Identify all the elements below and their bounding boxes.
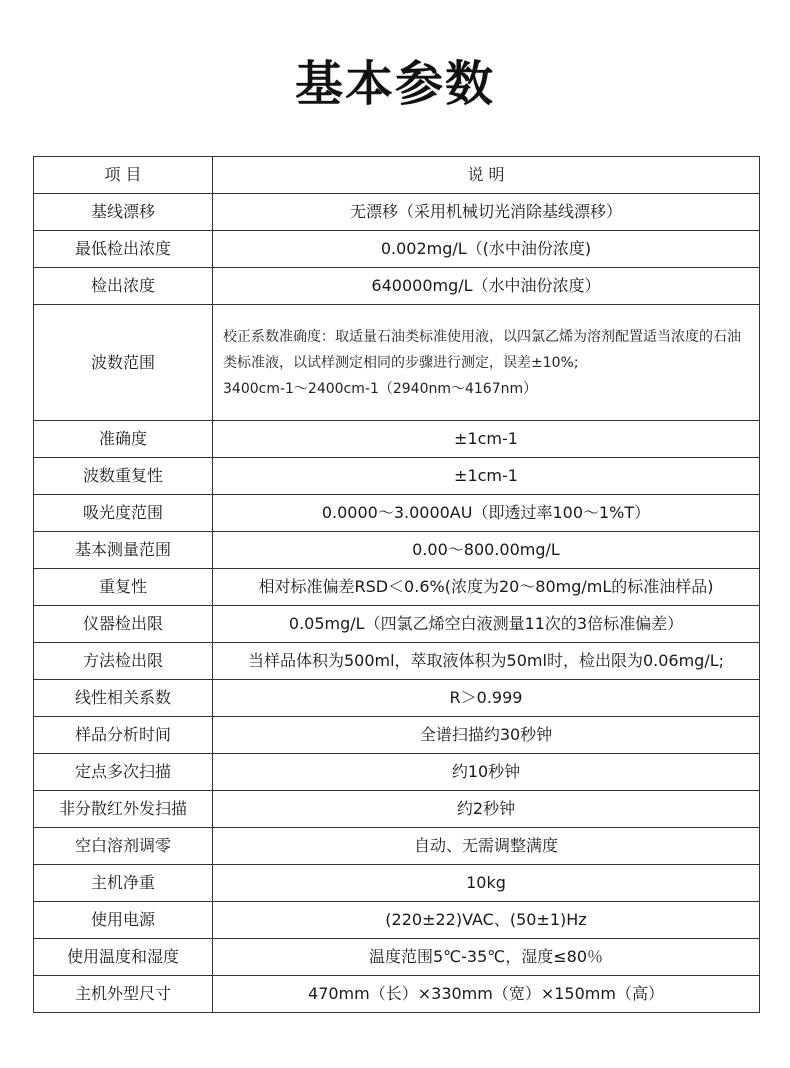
row-desc: (220±22)VAC、(50±1)Hz <box>213 902 760 939</box>
row-item: 主机净重 <box>34 865 213 902</box>
page-title: 基本参数 <box>294 56 495 112</box>
table-row <box>34 458 760 495</box>
table-row <box>34 532 760 569</box>
table-header-row <box>34 157 760 194</box>
table-row <box>34 754 760 791</box>
row-item: 波数范围 <box>34 305 213 421</box>
table-row <box>34 495 760 532</box>
table-row <box>34 939 760 976</box>
row-desc: 校正系数准确度：取适量石油类标准使用液，以四氯乙烯为溶剂配置适当浓度的石油类标准液，以试样测定相同的步骤进行测定，误差±10%; 3400cm-1～2400cm-1（2940nm～4167nm） <box>213 305 760 421</box>
column-header-item: 项 目 <box>34 157 213 194</box>
table-row <box>34 569 760 606</box>
row-item: 非分散红外发扫描 <box>34 791 213 828</box>
row-desc: 0.00～800.00mg/L <box>213 532 760 569</box>
table-row <box>34 231 760 268</box>
row-item: 样品分析时间 <box>34 717 213 754</box>
row-desc: R＞0.999 <box>213 680 760 717</box>
spec-table <box>33 156 760 1013</box>
row-item: 方法检出限 <box>34 643 213 680</box>
row-desc: 温度范围5℃-35℃，湿度≤80％ <box>213 939 760 976</box>
row-item: 仪器检出限 <box>34 606 213 643</box>
row-item: 重复性 <box>34 569 213 606</box>
row-item: 基本测量范围 <box>34 532 213 569</box>
table-row <box>34 606 760 643</box>
row-item: 基线漂移 <box>34 194 213 231</box>
table-row <box>34 791 760 828</box>
row-desc: 全谱扫描约30秒钟 <box>213 717 760 754</box>
row-desc: 0.05mg/L（四氯乙烯空白液测量11次的3倍标准偏差） <box>213 606 760 643</box>
column-header-desc: 说 明 <box>213 157 760 194</box>
row-item: 最低检出浓度 <box>34 231 213 268</box>
table-row <box>34 305 760 421</box>
table-row <box>34 194 760 231</box>
row-desc: 相对标准偏差RSD＜0.6%(浓度为20～80mg/mL的标准油样品) <box>213 569 760 606</box>
table-row <box>34 680 760 717</box>
row-desc: ±1cm-1 <box>213 458 760 495</box>
table-row <box>34 421 760 458</box>
row-desc: 470mm（长）×330mm（宽）×150mm（高） <box>213 976 760 1013</box>
table-row <box>34 828 760 865</box>
table-row <box>34 643 760 680</box>
table-row <box>34 717 760 754</box>
row-item: 准确度 <box>34 421 213 458</box>
row-desc: 无漂移（采用机械切光消除基线漂移） <box>213 194 760 231</box>
table-row <box>34 865 760 902</box>
row-desc: 约10秒钟 <box>213 754 760 791</box>
row-desc: 约2秒钟 <box>213 791 760 828</box>
row-desc: ±1cm-1 <box>213 421 760 458</box>
row-desc: 640000mg/L（水中油份浓度） <box>213 268 760 305</box>
row-desc: 0.002mg/L（(水中油份浓度) <box>213 231 760 268</box>
row-item: 定点多次扫描 <box>34 754 213 791</box>
row-desc: 自动、无需调整满度 <box>213 828 760 865</box>
row-desc: 当样品体积为500ml，萃取液体积为50ml时，检出限为0.06mg/L; <box>213 643 760 680</box>
row-item: 主机外型尺寸 <box>34 976 213 1013</box>
row-desc: 10kg <box>213 865 760 902</box>
row-desc: 0.0000～3.0000AU（即透过率100～1%T） <box>213 495 760 532</box>
row-item: 使用温度和湿度 <box>34 939 213 976</box>
row-item: 吸光度范围 <box>34 495 213 532</box>
row-item: 使用电源 <box>34 902 213 939</box>
row-item: 空白溶剂调零 <box>34 828 213 865</box>
row-item: 检出浓度 <box>34 268 213 305</box>
row-item: 波数重复性 <box>34 458 213 495</box>
row-item: 线性相关系数 <box>34 680 213 717</box>
table-row <box>34 902 760 939</box>
table-row <box>34 976 760 1013</box>
table-row <box>34 268 760 305</box>
